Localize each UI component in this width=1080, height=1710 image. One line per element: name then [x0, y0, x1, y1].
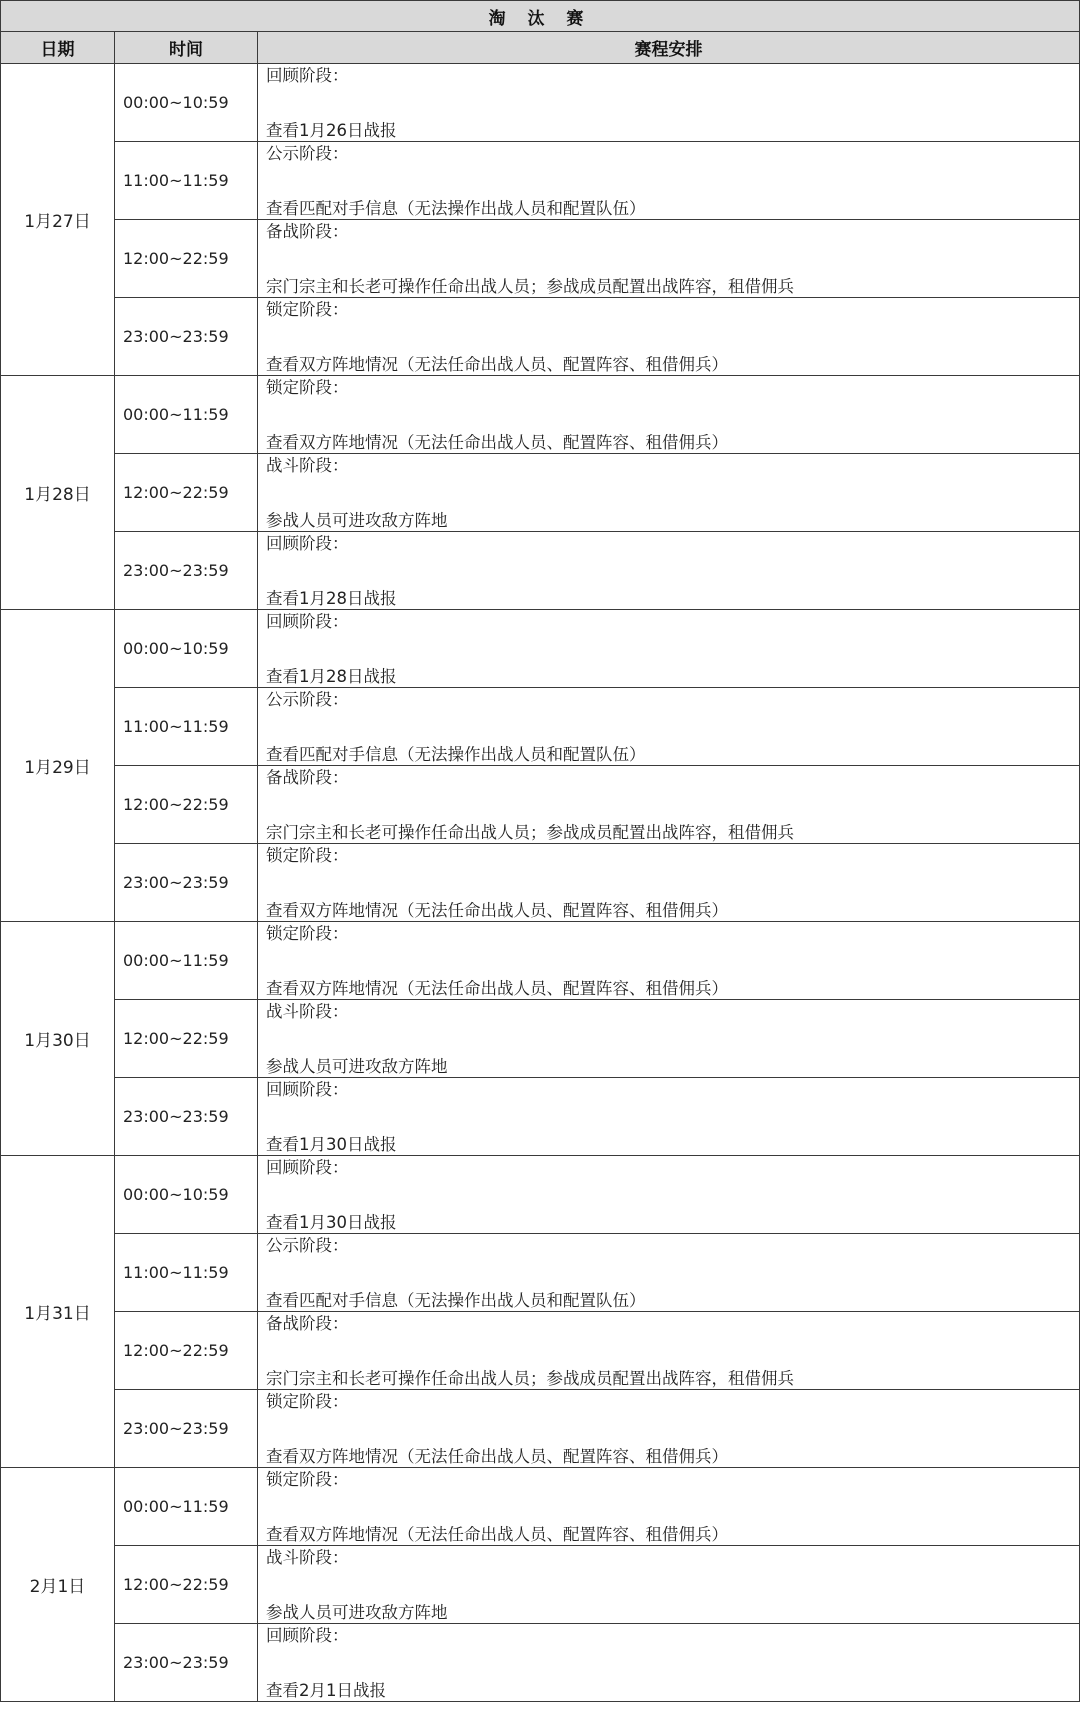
schedule-cell-content: [266, 1468, 1079, 1545]
time-cell: 23:00~23:59: [115, 1390, 258, 1468]
schedule-cell: [258, 64, 1080, 142]
phase-label: 回顾阶段：: [266, 612, 349, 631]
phase-detail: 参战人员可进攻敌方阵地: [266, 511, 448, 530]
schedule-cell: [258, 1390, 1080, 1468]
phase-label: 公示阶段：: [266, 690, 349, 709]
schedule-row: [1, 1312, 1080, 1390]
phase-detail: 参战人员可进攻敌方阵地: [266, 1057, 448, 1076]
schedule-row: [1, 922, 1080, 1000]
schedule-row: [1, 1000, 1080, 1078]
schedule-cell: [258, 1546, 1080, 1624]
schedule-row: [1, 610, 1080, 688]
date-cell: 1月28日: [1, 376, 115, 610]
schedule-cell-content: [266, 922, 1079, 999]
schedule-row: [1, 688, 1080, 766]
table-title: 淘 汰 赛: [1, 1, 1080, 32]
time-cell: 23:00~23:59: [115, 844, 258, 922]
schedule-body: [1, 64, 1080, 1702]
schedule-cell: [258, 1078, 1080, 1156]
phase-label: 回顾阶段：: [266, 534, 349, 553]
time-cell: 23:00~23:59: [115, 1624, 258, 1702]
time-cell: 00:00~10:59: [115, 1156, 258, 1234]
schedule-cell: [258, 766, 1080, 844]
phase-label: 备战阶段：: [266, 222, 349, 241]
phase-detail: 参战人员可进攻敌方阵地: [266, 1603, 448, 1622]
schedule-cell-content: [266, 376, 1079, 453]
header-time: 时间: [115, 32, 258, 64]
schedule-cell: [258, 532, 1080, 610]
phase-detail: 宗门宗主和长老可操作任命出战人员；参战成员配置出战阵容，租借佣兵: [266, 1369, 794, 1388]
time-cell: 12:00~22:59: [115, 1546, 258, 1624]
schedule-cell-content: [266, 1312, 1079, 1389]
header-date: 日期: [1, 32, 115, 64]
schedule-cell: [258, 1468, 1080, 1546]
phase-label: 备战阶段：: [266, 1314, 349, 1333]
phase-detail: 查看匹配对手信息（无法操作出战人员和配置队伍）: [266, 199, 646, 218]
phase-detail: 查看双方阵地情况（无法任命出战人员、配置阵容、租借佣兵）: [266, 355, 728, 374]
schedule-cell: [258, 220, 1080, 298]
phase-label: 锁定阶段：: [266, 1470, 349, 1489]
schedule-cell-content: [266, 766, 1079, 843]
phase-detail: 查看双方阵地情况（无法任命出战人员、配置阵容、租借佣兵）: [266, 979, 728, 998]
time-cell: 12:00~22:59: [115, 766, 258, 844]
schedule-row: [1, 1546, 1080, 1624]
schedule-row: [1, 454, 1080, 532]
time-cell: 11:00~11:59: [115, 688, 258, 766]
phase-label: 公示阶段：: [266, 144, 349, 163]
schedule-row: [1, 1156, 1080, 1234]
phase-detail: 查看匹配对手信息（无法操作出战人员和配置队伍）: [266, 745, 646, 764]
phase-label: 备战阶段：: [266, 768, 349, 787]
phase-detail: 宗门宗主和长老可操作任命出战人员；参战成员配置出战阵容，租借佣兵: [266, 823, 794, 842]
schedule-cell: [258, 610, 1080, 688]
schedule-cell-content: [266, 532, 1079, 609]
phase-detail: 查看双方阵地情况（无法任命出战人员、配置阵容、租借佣兵）: [266, 1447, 728, 1466]
schedule-row: [1, 1624, 1080, 1702]
phase-label: 锁定阶段：: [266, 1392, 349, 1411]
schedule-row: [1, 532, 1080, 610]
header-row: [1, 32, 1080, 64]
phase-detail: 查看匹配对手信息（无法操作出战人员和配置队伍）: [266, 1291, 646, 1310]
date-cell: 1月31日: [1, 1156, 115, 1468]
phase-label: 回顾阶段：: [266, 1158, 349, 1177]
phase-detail: 查看1月26日战报: [266, 121, 397, 140]
time-cell: 12:00~22:59: [115, 1312, 258, 1390]
schedule-cell: [258, 1624, 1080, 1702]
phase-detail: 查看双方阵地情况（无法任命出战人员、配置阵容、租借佣兵）: [266, 433, 728, 452]
header-schedule: 赛程安排: [258, 32, 1080, 64]
schedule-row: [1, 298, 1080, 376]
schedule-row: [1, 220, 1080, 298]
schedule-cell: [258, 298, 1080, 376]
schedule-row: [1, 142, 1080, 220]
schedule-cell-content: [266, 1078, 1079, 1155]
phase-label: 锁定阶段：: [266, 378, 349, 397]
phase-detail: 查看2月1日战报: [266, 1681, 386, 1700]
phase-label: 锁定阶段：: [266, 846, 349, 865]
schedule-cell-content: [266, 1234, 1079, 1311]
schedule-cell: [258, 454, 1080, 532]
schedule-row: [1, 766, 1080, 844]
schedule-cell: [258, 844, 1080, 922]
date-cell: 1月27日: [1, 64, 115, 376]
schedule-cell-content: [266, 64, 1079, 141]
phase-label: 回顾阶段：: [266, 1080, 349, 1099]
time-cell: 12:00~22:59: [115, 220, 258, 298]
time-cell: 11:00~11:59: [115, 142, 258, 220]
schedule-row: [1, 1468, 1080, 1546]
schedule-row: [1, 1078, 1080, 1156]
time-cell: 23:00~23:59: [115, 1078, 258, 1156]
phase-detail: 查看1月30日战报: [266, 1213, 397, 1232]
time-cell: 11:00~11:59: [115, 1234, 258, 1312]
time-cell: 00:00~11:59: [115, 1468, 258, 1546]
phase-detail: 查看1月28日战报: [266, 667, 397, 686]
schedule-cell-content: [266, 1000, 1079, 1077]
schedule-cell: [258, 376, 1080, 454]
schedule-row: [1, 64, 1080, 142]
schedule-row: [1, 1390, 1080, 1468]
schedule-cell: [258, 142, 1080, 220]
phase-detail: 宗门宗主和长老可操作任命出战人员；参战成员配置出战阵容，租借佣兵: [266, 277, 794, 296]
schedule-cell: [258, 1156, 1080, 1234]
schedule-row: [1, 1234, 1080, 1312]
phase-label: 回顾阶段：: [266, 1626, 349, 1645]
schedule-cell: [258, 1234, 1080, 1312]
schedule-cell: [258, 688, 1080, 766]
time-cell: 23:00~23:59: [115, 298, 258, 376]
phase-label: 战斗阶段：: [266, 456, 349, 475]
date-cell: 2月1日: [1, 1468, 115, 1702]
schedule-cell-content: [266, 1546, 1079, 1623]
time-cell: 00:00~10:59: [115, 64, 258, 142]
phase-label: 锁定阶段：: [266, 924, 349, 943]
schedule-cell-content: [266, 142, 1079, 219]
phase-detail: 查看1月28日战报: [266, 589, 397, 608]
schedule-cell-content: [266, 220, 1079, 297]
schedule-row: [1, 376, 1080, 454]
date-cell: 1月30日: [1, 922, 115, 1156]
schedule-cell: [258, 1312, 1080, 1390]
schedule-cell-content: [266, 1624, 1079, 1701]
schedule-cell-content: [266, 610, 1079, 687]
schedule-cell-content: [266, 298, 1079, 375]
phase-detail: 查看双方阵地情况（无法任命出战人员、配置阵容、租借佣兵）: [266, 1525, 728, 1544]
schedule-cell-content: [266, 454, 1079, 531]
phase-label: 公示阶段：: [266, 1236, 349, 1255]
schedule-cell-content: [266, 1390, 1079, 1467]
time-cell: 00:00~10:59: [115, 610, 258, 688]
time-cell: 00:00~11:59: [115, 376, 258, 454]
schedule-cell: [258, 1000, 1080, 1078]
time-cell: 23:00~23:59: [115, 532, 258, 610]
schedule-cell-content: [266, 844, 1079, 921]
title-row: [1, 1, 1080, 32]
schedule-cell-content: [266, 688, 1079, 765]
phase-label: 回顾阶段：: [266, 66, 349, 85]
time-cell: 00:00~11:59: [115, 922, 258, 1000]
schedule-cell: [258, 922, 1080, 1000]
time-cell: 12:00~22:59: [115, 454, 258, 532]
phase-detail: 查看1月30日战报: [266, 1135, 397, 1154]
schedule-row: [1, 844, 1080, 922]
schedule-cell-content: [266, 1156, 1079, 1233]
phase-label: 锁定阶段：: [266, 300, 349, 319]
phase-label: 战斗阶段：: [266, 1548, 349, 1567]
phase-detail: 查看双方阵地情况（无法任命出战人员、配置阵容、租借佣兵）: [266, 901, 728, 920]
time-cell: 12:00~22:59: [115, 1000, 258, 1078]
date-cell: 1月29日: [1, 610, 115, 922]
phase-label: 战斗阶段：: [266, 1002, 349, 1021]
